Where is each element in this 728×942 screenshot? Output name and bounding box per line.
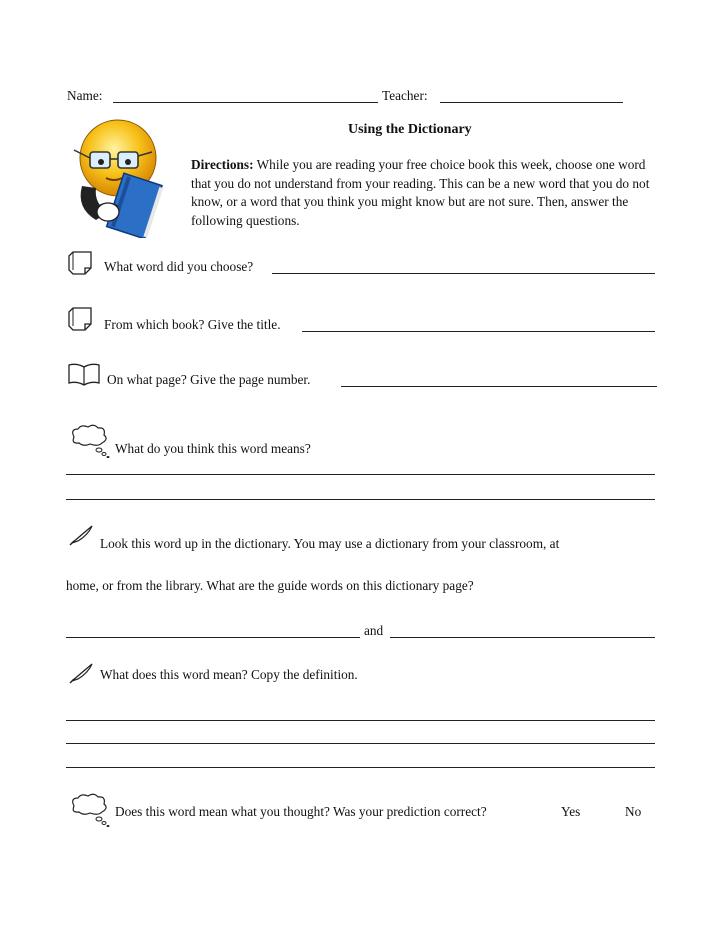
question-5-line-1: Look this word up in the dictionary. You may use a dictionary from your classroom, at bbox=[100, 536, 560, 551]
directions-body: While you are reading your free choice book this week, choose one word that you do not understand from your reading. This can be a new word that you do not know, or a word that you think you might know but are not sure. Then, answer the following questions. bbox=[191, 157, 650, 228]
note-icon bbox=[67, 306, 95, 332]
no-option[interactable]: No bbox=[625, 804, 642, 819]
guide-word-2-field[interactable] bbox=[390, 637, 655, 638]
answer-6-line-3[interactable] bbox=[66, 767, 655, 768]
answer-6-line-1[interactable] bbox=[66, 720, 655, 721]
guide-word-1-field[interactable] bbox=[66, 637, 360, 638]
answer-6-line-2[interactable] bbox=[66, 743, 655, 744]
question-6: What does this word mean? Copy the definition. bbox=[100, 667, 358, 682]
open-book-icon bbox=[67, 362, 101, 386]
directions-label: Directions: bbox=[191, 157, 254, 172]
name-label: Name: bbox=[67, 88, 103, 103]
answer-3-field[interactable] bbox=[341, 386, 657, 387]
thought-bubble-icon bbox=[66, 792, 114, 828]
smiley-reading-clipart-icon bbox=[68, 112, 188, 238]
yes-option[interactable]: Yes bbox=[561, 804, 581, 819]
note-icon bbox=[67, 250, 95, 276]
question-3: On what page? Give the page number. bbox=[107, 372, 311, 387]
and-label: and bbox=[364, 623, 384, 638]
thought-bubble-icon bbox=[66, 423, 114, 459]
question-5-line-2: home, or from the library. What are the guide words on this dictionary page? bbox=[66, 578, 474, 593]
teacher-label: Teacher: bbox=[382, 88, 428, 103]
page-title: Using the Dictionary bbox=[348, 122, 472, 137]
directions-text bbox=[191, 156, 661, 230]
question-7: Does this word mean what you thought? Was your prediction correct? bbox=[115, 804, 487, 819]
question-1: What word did you choose? bbox=[104, 259, 254, 274]
answer-1-field[interactable] bbox=[272, 273, 655, 274]
answer-2-field[interactable] bbox=[302, 331, 655, 332]
teacher-field[interactable] bbox=[440, 102, 623, 103]
answer-4-line-1[interactable] bbox=[66, 474, 655, 475]
name-field[interactable] bbox=[113, 102, 378, 103]
quill-pen-icon bbox=[68, 661, 96, 685]
answer-4-line-2[interactable] bbox=[66, 499, 655, 500]
quill-pen-icon bbox=[68, 523, 96, 547]
question-2: From which book? Give the title. bbox=[104, 317, 281, 332]
question-4: What do you think this word means? bbox=[115, 441, 311, 456]
